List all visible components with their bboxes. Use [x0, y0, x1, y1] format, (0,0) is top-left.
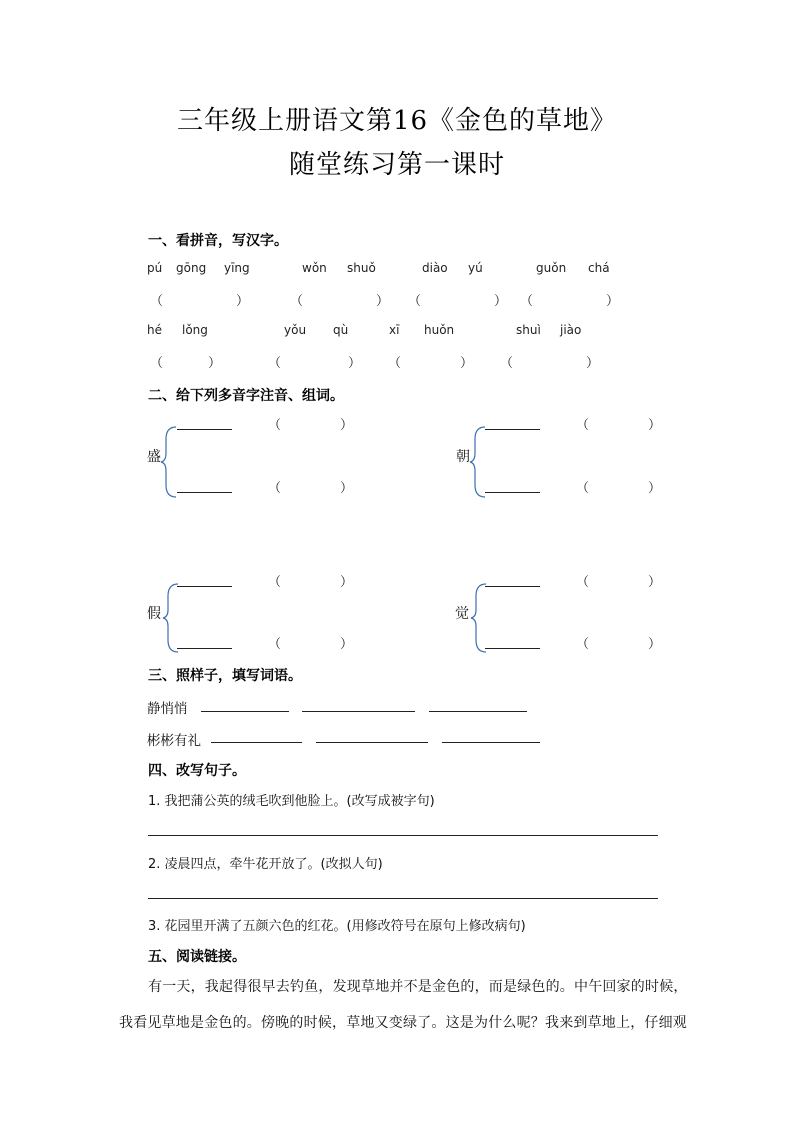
pinyin-label: huǒn	[424, 323, 455, 337]
section-heading-polyphone: 二、给下列多音字注音、组词。	[148, 388, 344, 404]
example-word: 彬彬有礼	[147, 733, 201, 749]
answer-line[interactable]	[148, 898, 658, 899]
answer-paren-close: ）	[348, 356, 362, 371]
answer-paren-close: ）	[606, 294, 620, 309]
answer-paren-close: ）	[340, 637, 354, 652]
pinyin-label: yú	[468, 261, 483, 275]
section-heading-reading: 五、阅读链接。	[148, 949, 246, 965]
page-title: 三年级上册语文第16《金色的草地》	[176, 106, 618, 136]
answer-paren-close: ）	[648, 637, 662, 652]
reading-paragraph-line: 我看见草地是金色的。傍晚的时候，草地又变绿了。这是为什么呢？我来到草地上，仔细观	[119, 1015, 687, 1031]
brace-icon	[469, 425, 489, 499]
answer-paren-close: ）	[648, 575, 662, 590]
answer-paren-open: （	[268, 637, 282, 652]
answer-paren-close: ）	[586, 356, 600, 371]
answer-paren-open: （	[268, 575, 282, 590]
answer-paren-open: （	[290, 294, 304, 309]
answer-paren-close: ）	[648, 481, 662, 496]
answer-paren-close: ）	[648, 418, 662, 433]
polyphone-char: 觉	[455, 606, 469, 622]
polyphone-char: 朝	[456, 449, 470, 465]
answer-paren-open: （	[576, 575, 590, 590]
answer-paren-open: （	[500, 356, 514, 371]
answer-blank[interactable]	[442, 742, 540, 743]
answer-paren-open: （	[268, 356, 282, 371]
answer-blank[interactable]	[316, 742, 428, 743]
answer-blank[interactable]	[177, 429, 232, 430]
answer-paren-close: ）	[340, 575, 354, 590]
answer-paren-close: ）	[376, 294, 390, 309]
pinyin-label: diào	[422, 261, 448, 275]
rewrite-item: 2. 凌晨四点，牵牛花开放了。(改拟人句)	[148, 857, 383, 872]
pinyin-label: gōng	[176, 261, 207, 275]
answer-paren-open: （	[576, 637, 590, 652]
section-heading-pinyin: 一、看拼音，写汉字。	[148, 233, 288, 249]
answer-paren-open: （	[576, 481, 590, 496]
brace-icon	[162, 582, 182, 654]
reading-paragraph-line: 有一天，我起得很早去钓鱼，发现草地并不是金色的，而是绿色的。中午回家的时候，	[148, 979, 688, 995]
answer-blank[interactable]	[201, 711, 289, 712]
answer-blank[interactable]	[429, 711, 527, 712]
answer-paren-open: （	[268, 418, 282, 433]
answer-line[interactable]	[148, 835, 658, 836]
pinyin-label: qù	[333, 323, 349, 337]
answer-paren-close: ）	[340, 481, 354, 496]
rewrite-item: 3. 花园里开满了五颜六色的红花。(用修改符号在原句上修改病句)	[148, 919, 526, 934]
answer-paren-close: ）	[460, 356, 474, 371]
answer-blank[interactable]	[302, 711, 415, 712]
pinyin-label: xī	[389, 323, 400, 337]
answer-blank[interactable]	[177, 648, 232, 649]
answer-blank[interactable]	[485, 429, 540, 430]
answer-paren-close: ）	[340, 418, 354, 433]
answer-blank[interactable]	[211, 742, 302, 743]
answer-paren-open: （	[150, 294, 164, 309]
pinyin-label: lǒng	[182, 323, 208, 337]
answer-paren-open: （	[408, 294, 422, 309]
example-word: 静悄悄	[147, 701, 188, 717]
pinyin-label: hé	[147, 323, 162, 337]
pinyin-label: yǒu	[284, 323, 307, 337]
pinyin-label: chá	[588, 261, 610, 275]
rewrite-item: 1. 我把蒲公英的绒毛吹到他脸上。(改写成被字句)	[148, 794, 435, 809]
answer-paren-close: ）	[208, 356, 222, 371]
pinyin-label: wǒn	[302, 261, 327, 275]
pinyin-label: shuǒ	[347, 261, 376, 275]
pinyin-label: jiào	[560, 323, 582, 337]
pinyin-label: shuì	[516, 323, 541, 337]
answer-paren-open: （	[150, 356, 164, 371]
answer-blank[interactable]	[485, 586, 540, 587]
answer-blank[interactable]	[485, 648, 540, 649]
answer-blank[interactable]	[485, 492, 540, 493]
section-heading-word-pattern: 三、照样子，填写词语。	[148, 668, 302, 684]
answer-paren-close: ）	[236, 294, 250, 309]
answer-paren-open: （	[268, 481, 282, 496]
pinyin-label: yīng	[224, 261, 250, 275]
answer-paren-open: （	[576, 418, 590, 433]
answer-blank[interactable]	[177, 492, 232, 493]
answer-paren-open: （	[388, 356, 402, 371]
answer-paren-close: ）	[494, 294, 508, 309]
brace-icon	[160, 425, 180, 499]
brace-icon	[470, 582, 490, 654]
answer-blank[interactable]	[177, 586, 232, 587]
pinyin-label: guǒn	[536, 261, 567, 275]
polyphone-char: 盛	[147, 449, 161, 465]
polyphone-char: 假	[147, 606, 161, 622]
page-subtitle: 随堂练习第一课时	[288, 150, 505, 180]
pinyin-label: pú	[147, 261, 163, 275]
section-heading-rewrite: 四、改写句子。	[148, 763, 246, 779]
answer-paren-open: （	[520, 294, 534, 309]
